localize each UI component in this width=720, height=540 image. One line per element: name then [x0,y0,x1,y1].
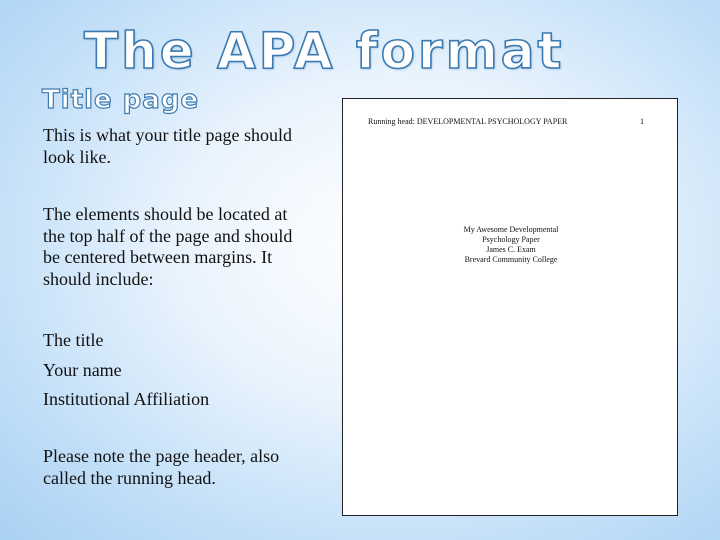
paper-title-line-2: Psychology Paper [482,235,540,244]
paper-title-block [448,225,574,265]
paper-title-line-1: My Awesome Developmental [463,225,559,234]
paper-author: James C. Exam [486,245,536,254]
elements-text: The elements should be located at the top half of the page and should be centered between margins. It should include: [43,204,293,289]
slide-subtitle: Title page [42,85,200,115]
paper-affiliation: Brevard Community College [464,255,558,264]
include-list [43,326,313,415]
running-head: Running head: DEVELOPMENTAL PSYCHOLOGY PAPER [368,117,568,126]
page-number: 1 [640,117,644,126]
intro-text: This is what your title page should look like. [43,125,292,167]
title-page-example [342,98,678,516]
slide-title: The APA format [84,22,565,80]
include-item-title: The title [43,330,104,350]
include-item-name: Your name [43,359,122,380]
include-item-affiliation: Institutional Affiliation [43,389,210,409]
note-text: Please note the page header, also called the running head. [43,446,280,488]
